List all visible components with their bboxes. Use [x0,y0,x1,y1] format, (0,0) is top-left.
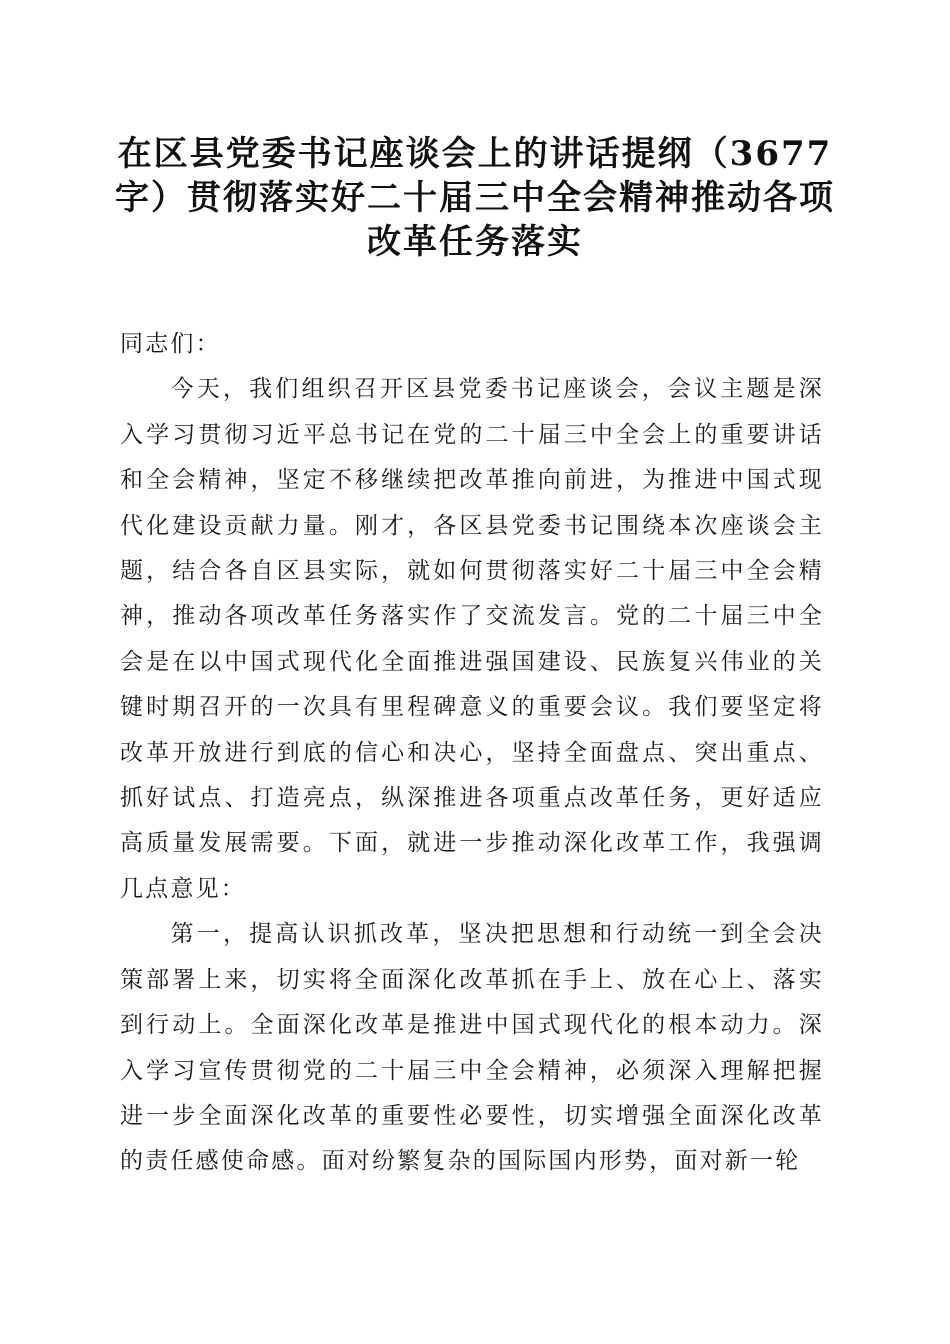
salutation: 同志们： [120,331,221,357]
paragraph-first-point: 第一，提高认识抓改革，坚决把思想和行动统一到全会决策部署上来，切实将全面深化改革抓在手上、放在心上、落实到行动上。全面深化改革是推进中国式现代化的根本动力。深入学习宣传贯彻党的二十届三中全会精神，必须深入理解把握进一步全面深化改革的重要性必要性，切实增强全面深化改革的责任感使命感。面对纷繁复杂的国际国内形势，面对新一轮 [120,921,824,1175]
paragraph-intro: 今天，我们组织召开区县党委书记座谈会，会议主题是深入学习贯彻习近平总书记在党的二十届三中全会上的重要讲话和全会精神，坚定不移继续把改革推向前进，为推进中国式现代化建设贡献力量。刚才，各区县党委书记围绕本次座谈会主题，结合各自区县实际，就如何贯彻落实好二十届三中全会精神，推动各项改革任务落实作了交流发言。党的二十届三中全会是在以中国式现代化全面推进强国建设、民族复兴伟业的关键时期召开的一次具有里程碑意义的重要会议。我们要坚定将改革开放进行到底的信心和决心，坚持全面盘点、突出重点、抓好试点、打造亮点，纵深推进各项重点改革任务，更好适应高质量发展需要。下面，就进一步推动深化改革工作，我强调几点意见： [120,376,824,902]
document-body [120,322,824,1185]
document-title: 在区县党委书记座谈会上的讲话提纲（3677字）贯彻落实好二十届三中全会精神推动各项改革任务落实 [115,134,835,262]
